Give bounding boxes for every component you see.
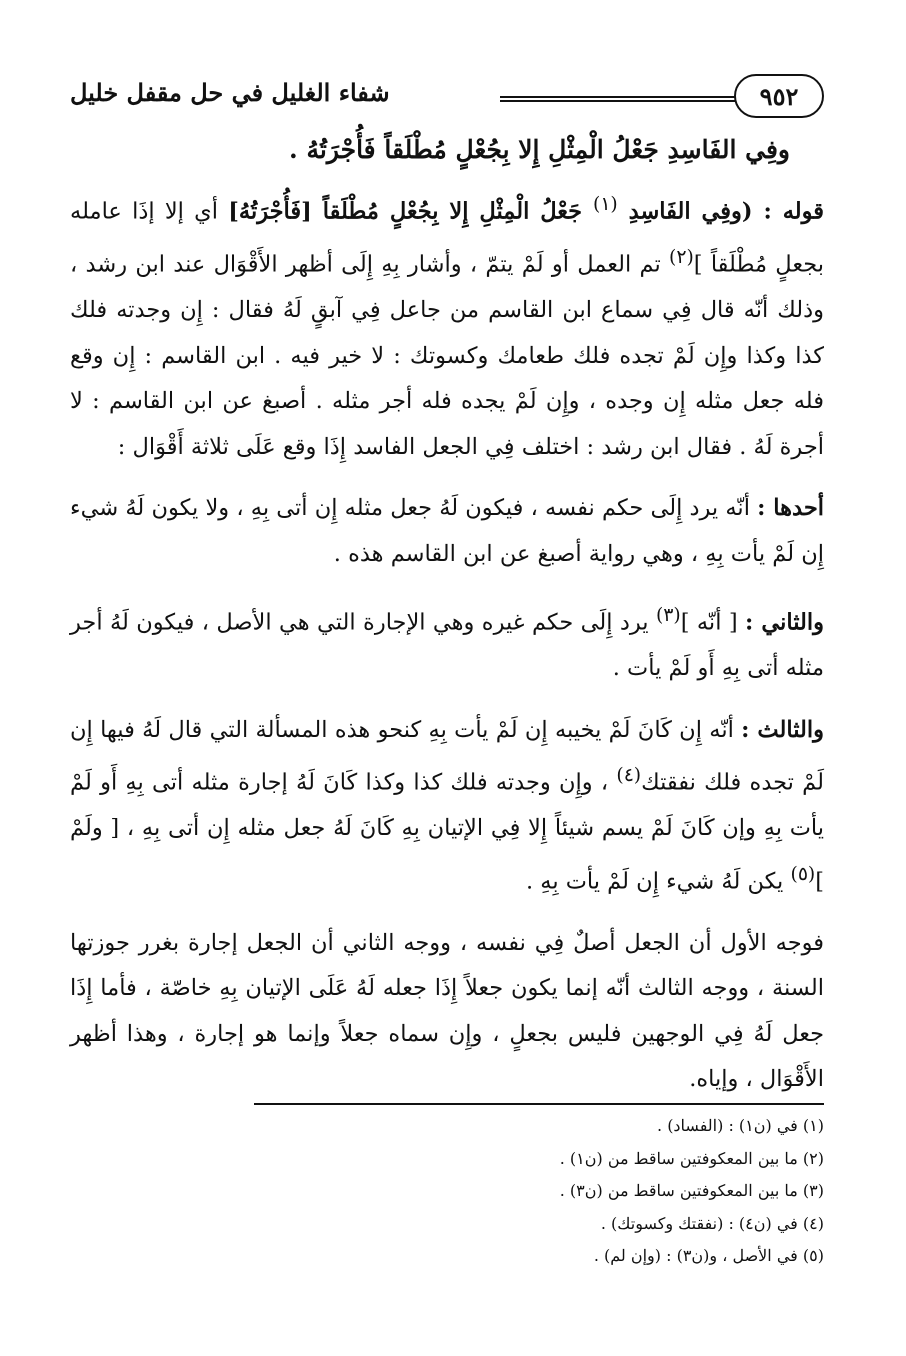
commentary-text: أنّه يرد إِلَى حكم نفسه ، فيكون لَهُ جعل مثله إِن أتى بِهِ ، ولا يكون لَهُ شيء إِن لَمْ يأت بِهِ ، وهي رواية أصبغ عن ابن القاسم هذه . (70, 495, 824, 567)
footnote: (٤) في (ن٤) : (نفقتك وكسوتك) . (600, 1213, 824, 1233)
footnote: (٥) في الأصل ، و(ن٣) : (وإن لم) . (593, 1246, 824, 1265)
commentary-text: يكن لَهُ شيء إِن لَمْ يأت بِهِ . (525, 868, 791, 894)
commentary-text: ، وإِن وجدته فلك كذا وكذا كَانَ لَهُ إجارة مثله أتى بِهِ أَو لَمْ يأت بِهِ وإن كَانَ لَمْ يسم شيئاً إِلا فِي الإتيان بِهِ كَانَ لَهُ جعل مثله إِن أتى بِهِ ، [ ولَمْ ] (70, 769, 824, 894)
matn-heading: وفِي الفَاسِدِ جَعْلُ الْمِثْلِ إِلا بِجُعْلٍ مُطْلَقاً فَأُجْرَتُهُ . (289, 135, 790, 164)
running-header (70, 68, 824, 124)
footnote: (٣) ما بين المعكوفتين ساقط من (ن٣) . (559, 1181, 824, 1200)
paragraph-1 (70, 182, 824, 470)
commentary-text: فوجه الأول أن الجعل أصلٌ فِي نفسه ، ووجه الثاني أن الجعل إجارة بغرر جوزتها السنة ، ووجه الثالث أنّه إنما يكون جعلاً إِذَا جعله لَهُ عَلَى الإتيان بِهِ خاصّة ، فأما إِذَا جعل لَهُ فِي الوجهين فليس بجعلٍ ، وإِن سماه جعلاً وإنما هو إجارة ، وهذا أظهر الأَقْوَال ، وإياه. (70, 929, 824, 1092)
commentary-text: يرد إِلَى حكم غيره وهي الإجارة التي هي الأصل ، فيكون لَهُ أجر مثله أتى بِهِ أَو لَمْ يأت . (70, 609, 824, 681)
footnote-ref-4: (٤) (616, 765, 642, 786)
item-label: والثالث : (741, 716, 824, 743)
item-label: والثاني : (744, 609, 824, 636)
footnote-ref-3: (٣) (655, 605, 681, 626)
footnote-ref-2: (٢) (669, 247, 694, 268)
footnote-divider (254, 1103, 824, 1105)
paragraph-5 (70, 921, 824, 1103)
commentary-text: تم العمل أو لَمْ يتمّ ، وأشار بِهِ إِلَى أظهر الأَقْوَال عند ابن رشد ، وذلك أنّه قال فِي سماع ابن القاسم من جاعل فِي آبقٍ لَهُ فقال : إِن وجدته فلك كذا وكذا وإِن لَمْ تجده فلك طعامك وكسوتك : لا خير فيه . ابن القاسم : إِن وقع فله جعل مثله إِن وجده ، وإِن لَمْ يجده فله أجر مثله . أصبغ عن ابن القاسم : لا أجرة لَهُ . فقال ابن رشد : اختلف فِي الجعل الفاسد إِذَا وقع عَلَى ثلاثة أَقْوَال : (70, 251, 824, 460)
paragraph-2 (70, 486, 824, 577)
quote-lead: قوله : (وفِي الفَاسِدِ (617, 198, 824, 225)
paragraph-4 (70, 708, 824, 905)
paragraph-3 (70, 593, 824, 692)
footnote: (١) في (ن١) : (الفساد) . (657, 1116, 824, 1135)
book-title: شفاء الغليل في حل مقفل خليل (70, 78, 390, 107)
commentary-text: أي إلا إذَا عامله بجعلٍ مُطْلَقاً ] (70, 198, 824, 278)
commentary-text: [ أنّه ] (680, 609, 745, 636)
commentary-text: أنّه إِن كَانَ لَمْ يخيبه إِن لَمْ يأت بِهِ كنحو هذه المسألة التي قال لَهُ فيها إِن لَمْ تجده فلك نفقتك (70, 716, 824, 796)
header-rule (500, 96, 740, 102)
footnote-ref-1: (١) (592, 194, 618, 215)
matn-quote: جَعْلُ الْمِثْلِ إِلا بِجُعْلٍ مُطْلَقاً [فَأُجْرَتُهُ] (228, 198, 593, 225)
main-text (70, 122, 824, 1103)
page-number: ٩٥٢ (734, 74, 824, 118)
footnotes (254, 1110, 824, 1273)
footnote: (٢) ما بين المعكوفتين ساقط من (ن١) . (559, 1148, 824, 1168)
footnote-ref-5: (٥) (790, 863, 816, 885)
item-label: أحدها : (757, 495, 824, 521)
